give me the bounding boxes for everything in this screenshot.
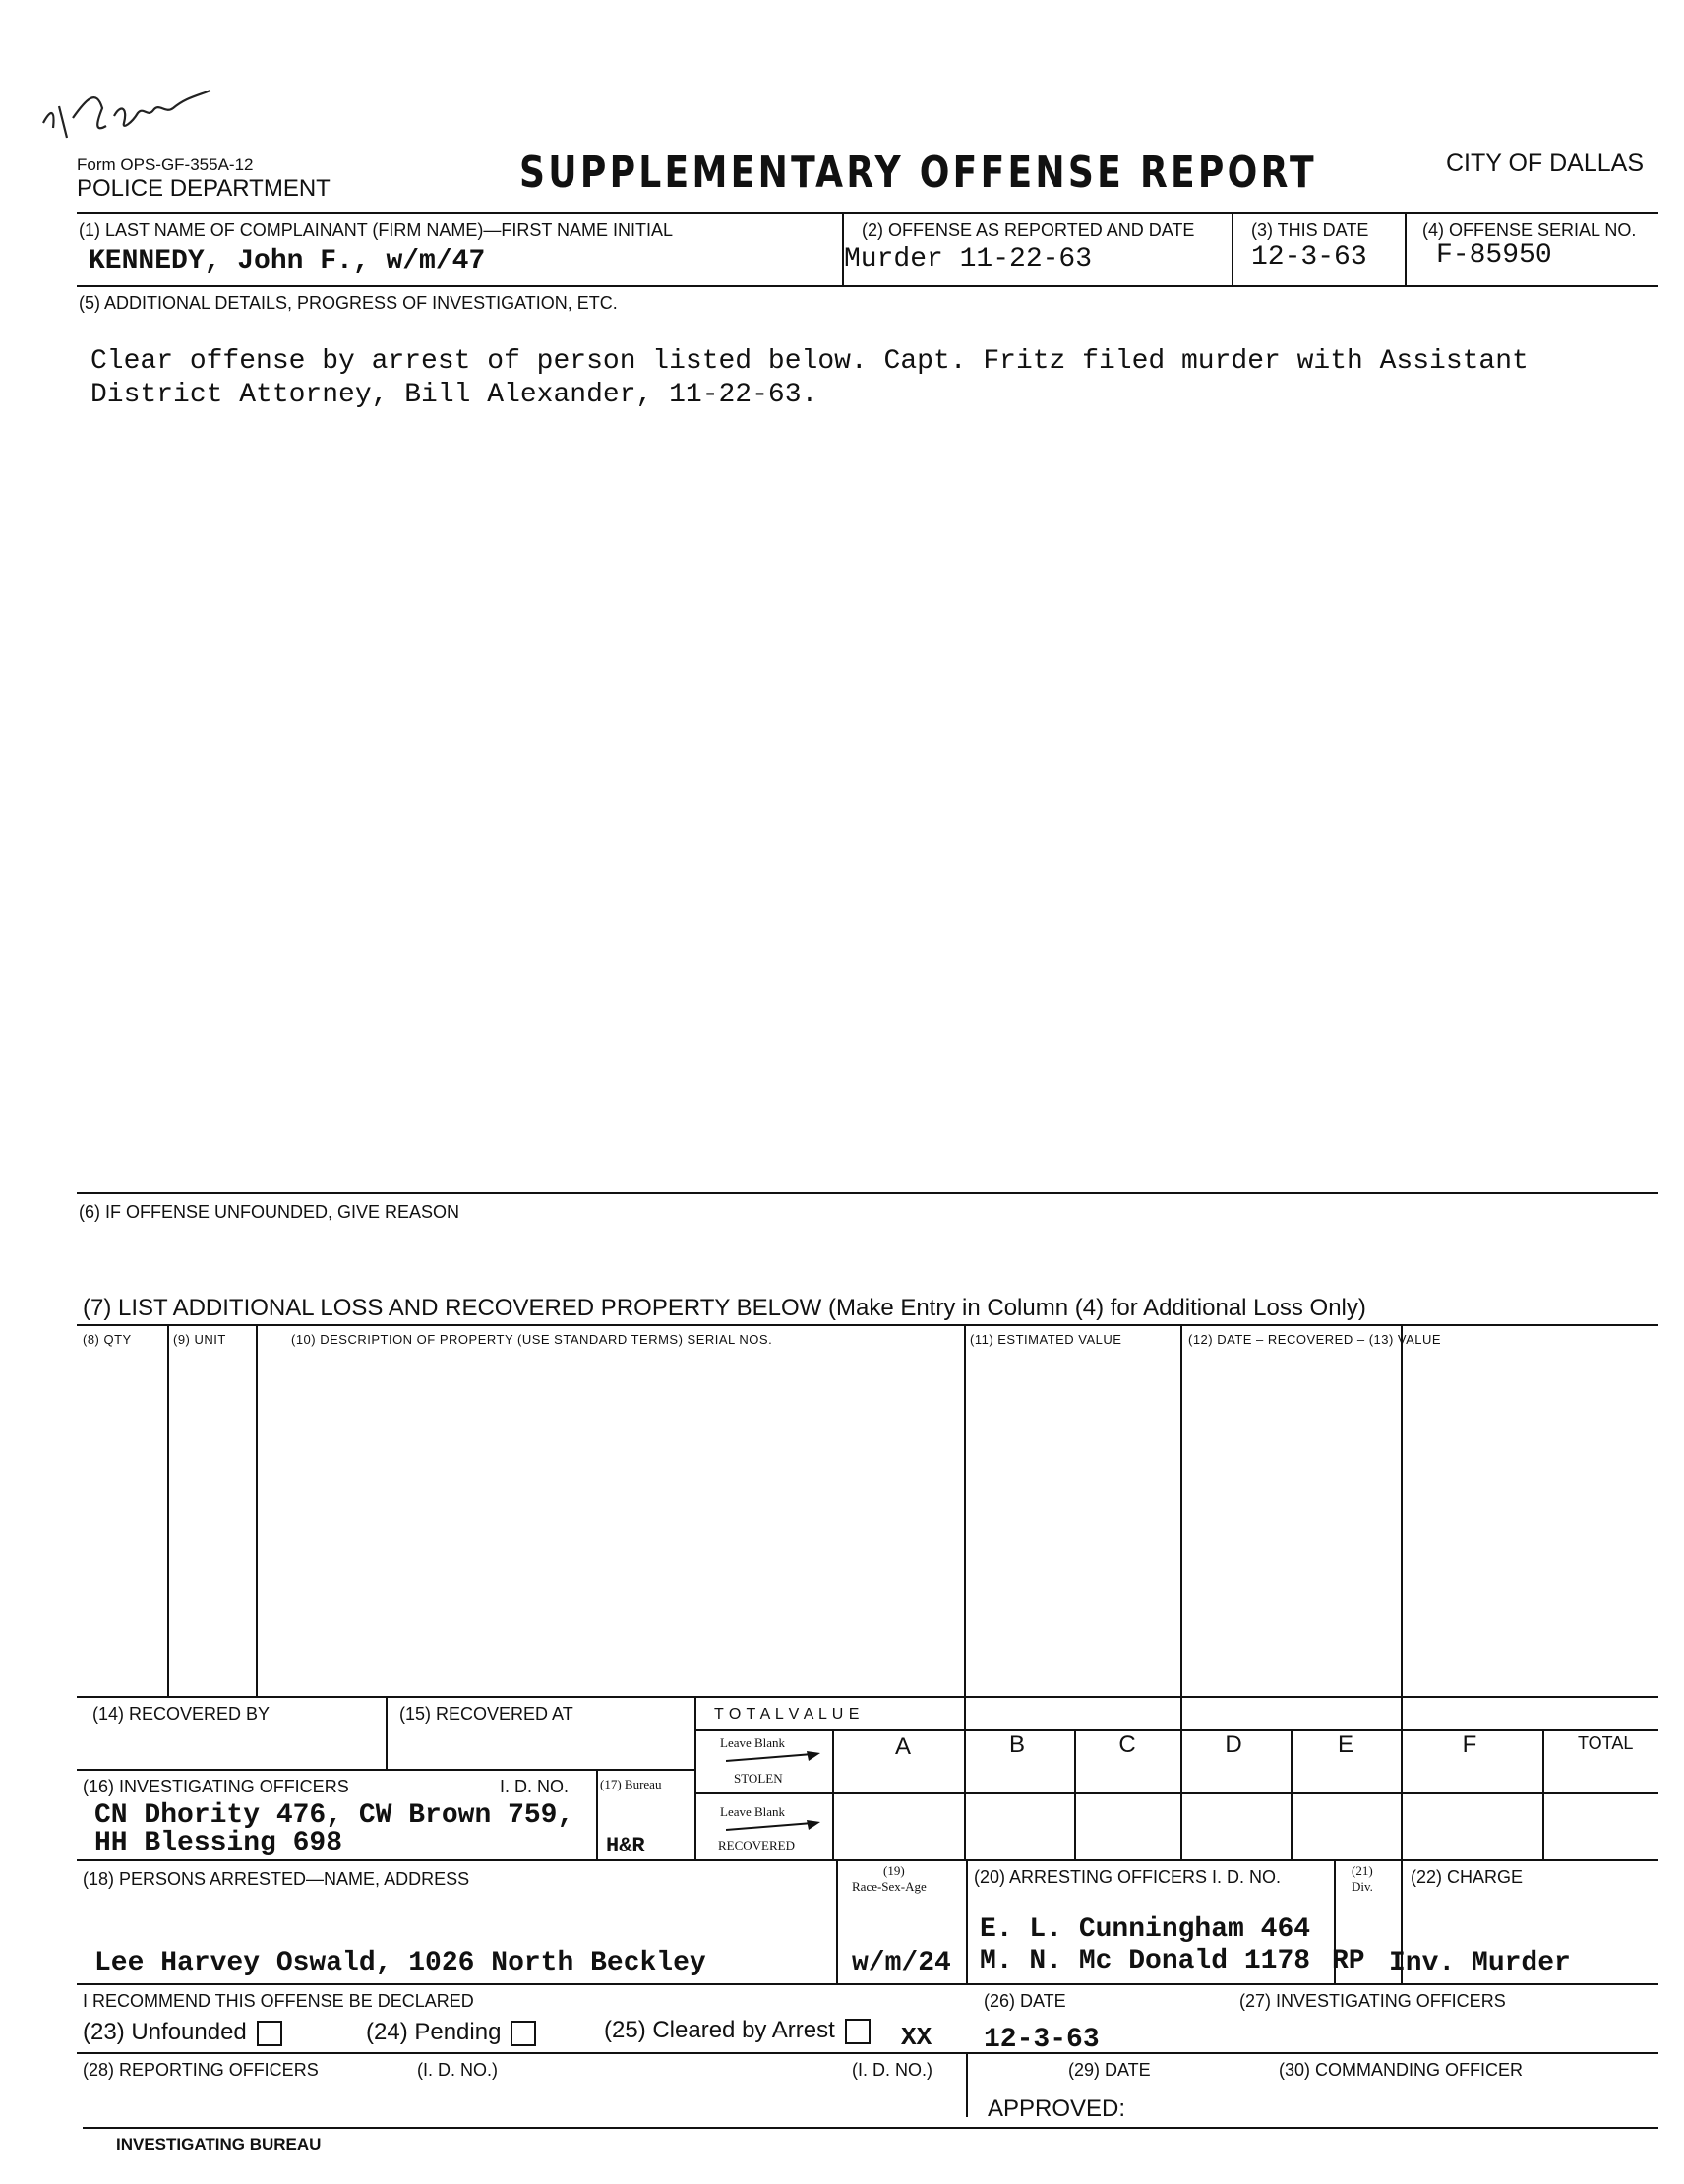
description-header: (10) DESCRIPTION OF PROPERTY (USE STANDARD TERMS) SERIAL NOS. [291,1332,773,1347]
property-heading: (7) LIST ADDITIONAL LOSS AND RECOVERED PROPERTY BELOW (Make Entry in Column (4) for Additional Loss Only) [83,1295,1366,1321]
recovered-by-label: (14) RECOVERED BY [92,1704,271,1724]
reporting-officers-label: (28) REPORTING OFFICERS [83,2060,319,2080]
column-d: D [1225,1731,1242,1758]
person-arrested-value: Lee Harvey Oswald, 1026 North Beckley [94,1948,706,1978]
this-date-value: 12-3-63 [1251,242,1367,273]
offense-value: Murder 11-22-63 [844,244,1093,274]
recommend-label: I RECOMMEND THIS OFFENSE BE DECLARED [83,1991,474,2011]
pending-option [366,2019,536,2046]
pending-checkbox[interactable] [511,2021,536,2046]
investigating-bureau-label: INVESTIGATING BUREAU [116,2135,322,2154]
column-c: C [1118,1731,1136,1758]
pending-option-label: (24) Pending [366,2019,502,2045]
leave-blank-stolen: Leave Blank [720,1735,786,1750]
recommend-investigating-officers-label: (27) INVESTIGATING OFFICERS [1239,1991,1506,2011]
leave-blank-recovered: Leave Blank [720,1804,786,1819]
unfounded-option [83,2019,282,2046]
details-line-1: Clear offense by arrest of person listed below. Capt. Fritz filed murder with Assistant [90,346,1529,377]
arrow-right-icon [726,1751,824,1770]
div-label-1: (21) [1352,1863,1373,1878]
qty-header: (8) QTY [83,1332,132,1347]
serial-label: (4) OFFENSE SERIAL NO. [1422,220,1637,240]
rsa-label-1: (19) [883,1863,905,1878]
investigating-line-1: CN Dhority 476, CW Brown 759, [94,1800,574,1831]
cleared-option [604,2017,871,2044]
bureau-label: (17) Bureau [600,1777,662,1791]
cleared-mark: XX [901,2023,932,2052]
cleared-option-label: (25) Cleared by Arrest [604,2017,835,2043]
charge-value: Inv. Murder [1389,1948,1571,1978]
arresting-officers-label: (20) ARRESTING OFFICERS I. D. NO. [974,1867,1282,1887]
arresting-officer-2: M. N. Mc Donald 1178 [980,1946,1311,1976]
city-name: CITY OF DALLAS [1446,150,1644,177]
complainant-label: (1) LAST NAME OF COMPLAINANT (FIRM NAME)—FIRST NAME INITIAL [79,220,674,240]
arrow-right-icon [726,1820,824,1839]
date-recovered-header: (12) DATE – RECOVERED – (13) VALUE [1188,1332,1442,1347]
investigating-id-label: I. D. NO. [500,1777,570,1796]
estimated-value-header: (11) ESTIMATED VALUE [970,1332,1122,1347]
offense-label: (2) OFFENSE AS REPORTED AND DATE [862,220,1195,240]
handwritten-signature-icon [37,69,254,157]
investigating-officers-label: (16) INVESTIGATING OFFICERS [83,1777,349,1796]
recovered-at-label: (15) RECOVERED AT [399,1704,573,1724]
column-f: F [1462,1731,1477,1758]
second-id-label: (I. D. NO.) [852,2060,932,2080]
column-total: TOTAL [1578,1733,1634,1753]
reporting-id-label: (I. D. NO.) [417,2060,498,2080]
unfounded-reason-label: (6) IF OFFENSE UNFOUNDED, GIVE REASON [79,1202,460,1222]
unit-header: (9) UNIT [173,1332,226,1347]
arresting-officer-1: E. L. Cunningham 464 [980,1914,1311,1945]
column-b: B [1008,1731,1025,1758]
div-value: RP [1332,1946,1365,1976]
charge-label: (22) CHARGE [1411,1867,1524,1887]
complainant-value: KENNEDY, John F., w/m/47 [89,246,486,276]
rsa-label-2: Race-Sex-Age [852,1879,927,1894]
details-label: (5) ADDITIONAL DETAILS, PROGRESS OF INVESTIGATION, ETC. [79,293,618,313]
cleared-checkbox[interactable] [845,2019,871,2044]
approved-label: APPROVED: [988,2095,1126,2122]
date-29-label: (29) DATE [1068,2060,1151,2080]
details-line-2: District Attorney, Bill Alexander, 11-22-63. [90,380,818,410]
stolen-label: STOLEN [734,1771,783,1786]
recommend-date-value: 12-3-63 [984,2025,1100,2055]
bureau-value: H&R [606,1834,645,1858]
column-a: A [894,1733,911,1760]
total-value-header: T O T A L V A L U E [714,1706,860,1723]
rsa-value: w/m/24 [852,1948,951,1978]
persons-arrested-label: (18) PERSONS ARRESTED—NAME, ADDRESS [83,1869,470,1889]
department-name: POLICE DEPARTMENT [77,175,331,202]
recovered-label: RECOVERED [718,1838,795,1852]
form-number: Form OPS-GF-355A-12 [77,155,254,174]
this-date-label: (3) THIS DATE [1251,220,1369,240]
column-e: E [1337,1731,1353,1758]
unfounded-checkbox[interactable] [257,2021,282,2046]
commanding-officer-label: (30) COMMANDING OFFICER [1279,2060,1524,2080]
handwritten-note [37,69,254,157]
page-title: SUPPLEMENTARY OFFENSE REPORT [519,148,1317,198]
recommend-date-label: (26) DATE [984,1991,1066,2011]
investigating-line-2: HH Blessing 698 [94,1828,343,1858]
serial-value: F-85950 [1436,240,1552,271]
unfounded-option-label: (23) Unfounded [83,2019,247,2045]
div-label-2: Div. [1352,1879,1373,1894]
